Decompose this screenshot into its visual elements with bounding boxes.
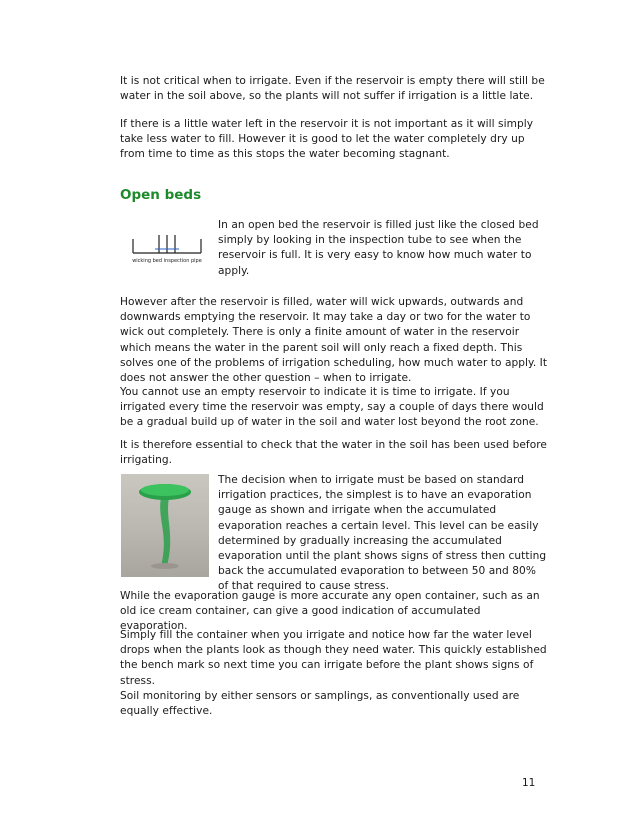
page-number: 11: [522, 777, 536, 789]
paragraph-open-bed: In an open bed the reservoir is filled just like the closed bed simply by looking in the inspection tube to see when the reservoir is full. It is very easy to know how much water to apply.: [218, 219, 539, 277]
evaporation-gauge-photo: [121, 474, 209, 577]
paragraph-soil-monitoring: Soil monitoring by either sensors or samplings, as conventionally used are equally effective.: [120, 690, 520, 718]
wicking-bed-diagram: [127, 229, 207, 273]
paragraph-open-container: While the evaporation gauge is more accurate any open container, such as an old ice cream container, can give a good indication of accumulated evaporation.: [120, 590, 540, 633]
paragraph-evaporation-gauge: The decision when to irrigate must be based on standard irrigation practices, the simplest is to have an evaporation gauge as shown and irrigate when the accumulated evaporation reaches a certain level. This level can be easily determined by gradually increasing the accumulated evaporation until the plant shows signs of stress then cutting back the accumulated evaporation to between 50 and 80% of that required to cause stress.: [218, 474, 547, 593]
section-heading: Open beds: [120, 187, 202, 203]
diagram-caption: wicking bed inspection pipe: [132, 258, 202, 264]
paragraph-irrigation-timing: It is not critical when to irrigate. Even if the reservoir is empty there will still be water in the soil above, so the plants will not suffer if irrigation is a little late.: [120, 75, 545, 103]
paragraph-empty-reservoir: You cannot use an empty reservoir to indicate it is time to irrigate. If you irrigated every time the reservoir was empty, say a couple of days there would be a gradual build up of water in the soil and water lost beyond the root zone.: [120, 386, 544, 429]
paragraph-fill-container: Simply fill the container when you irrigate and notice how far the water level drops when the plants look as though they need water. This quickly established the bench mark so next time you can irrigate before the plant shows signs of stress.: [120, 629, 547, 687]
paragraph-check-soil: It is therefore essential to check that the water in the soil has been used before irrigating.: [120, 439, 547, 467]
paragraph-wicking: However after the reservoir is filled, water will wick upwards, outwards and downwards emptying the reservoir. It may take a day or two for the water to wick out completely. There is only a finite amount of water in the reservoir which means the water in the parent soil will only reach a fixed depth. This solves one of the problems of irrigation scheduling, how much water to apply. It does not answer the other question – when to irrigate.: [120, 296, 548, 385]
paragraph-reservoir-water: If there is a little water left in the reservoir it is not important as it will simply take less water to fill. However it is good to let the water completely dry up from time to time as this stops the water becoming stagnant.: [120, 118, 534, 161]
